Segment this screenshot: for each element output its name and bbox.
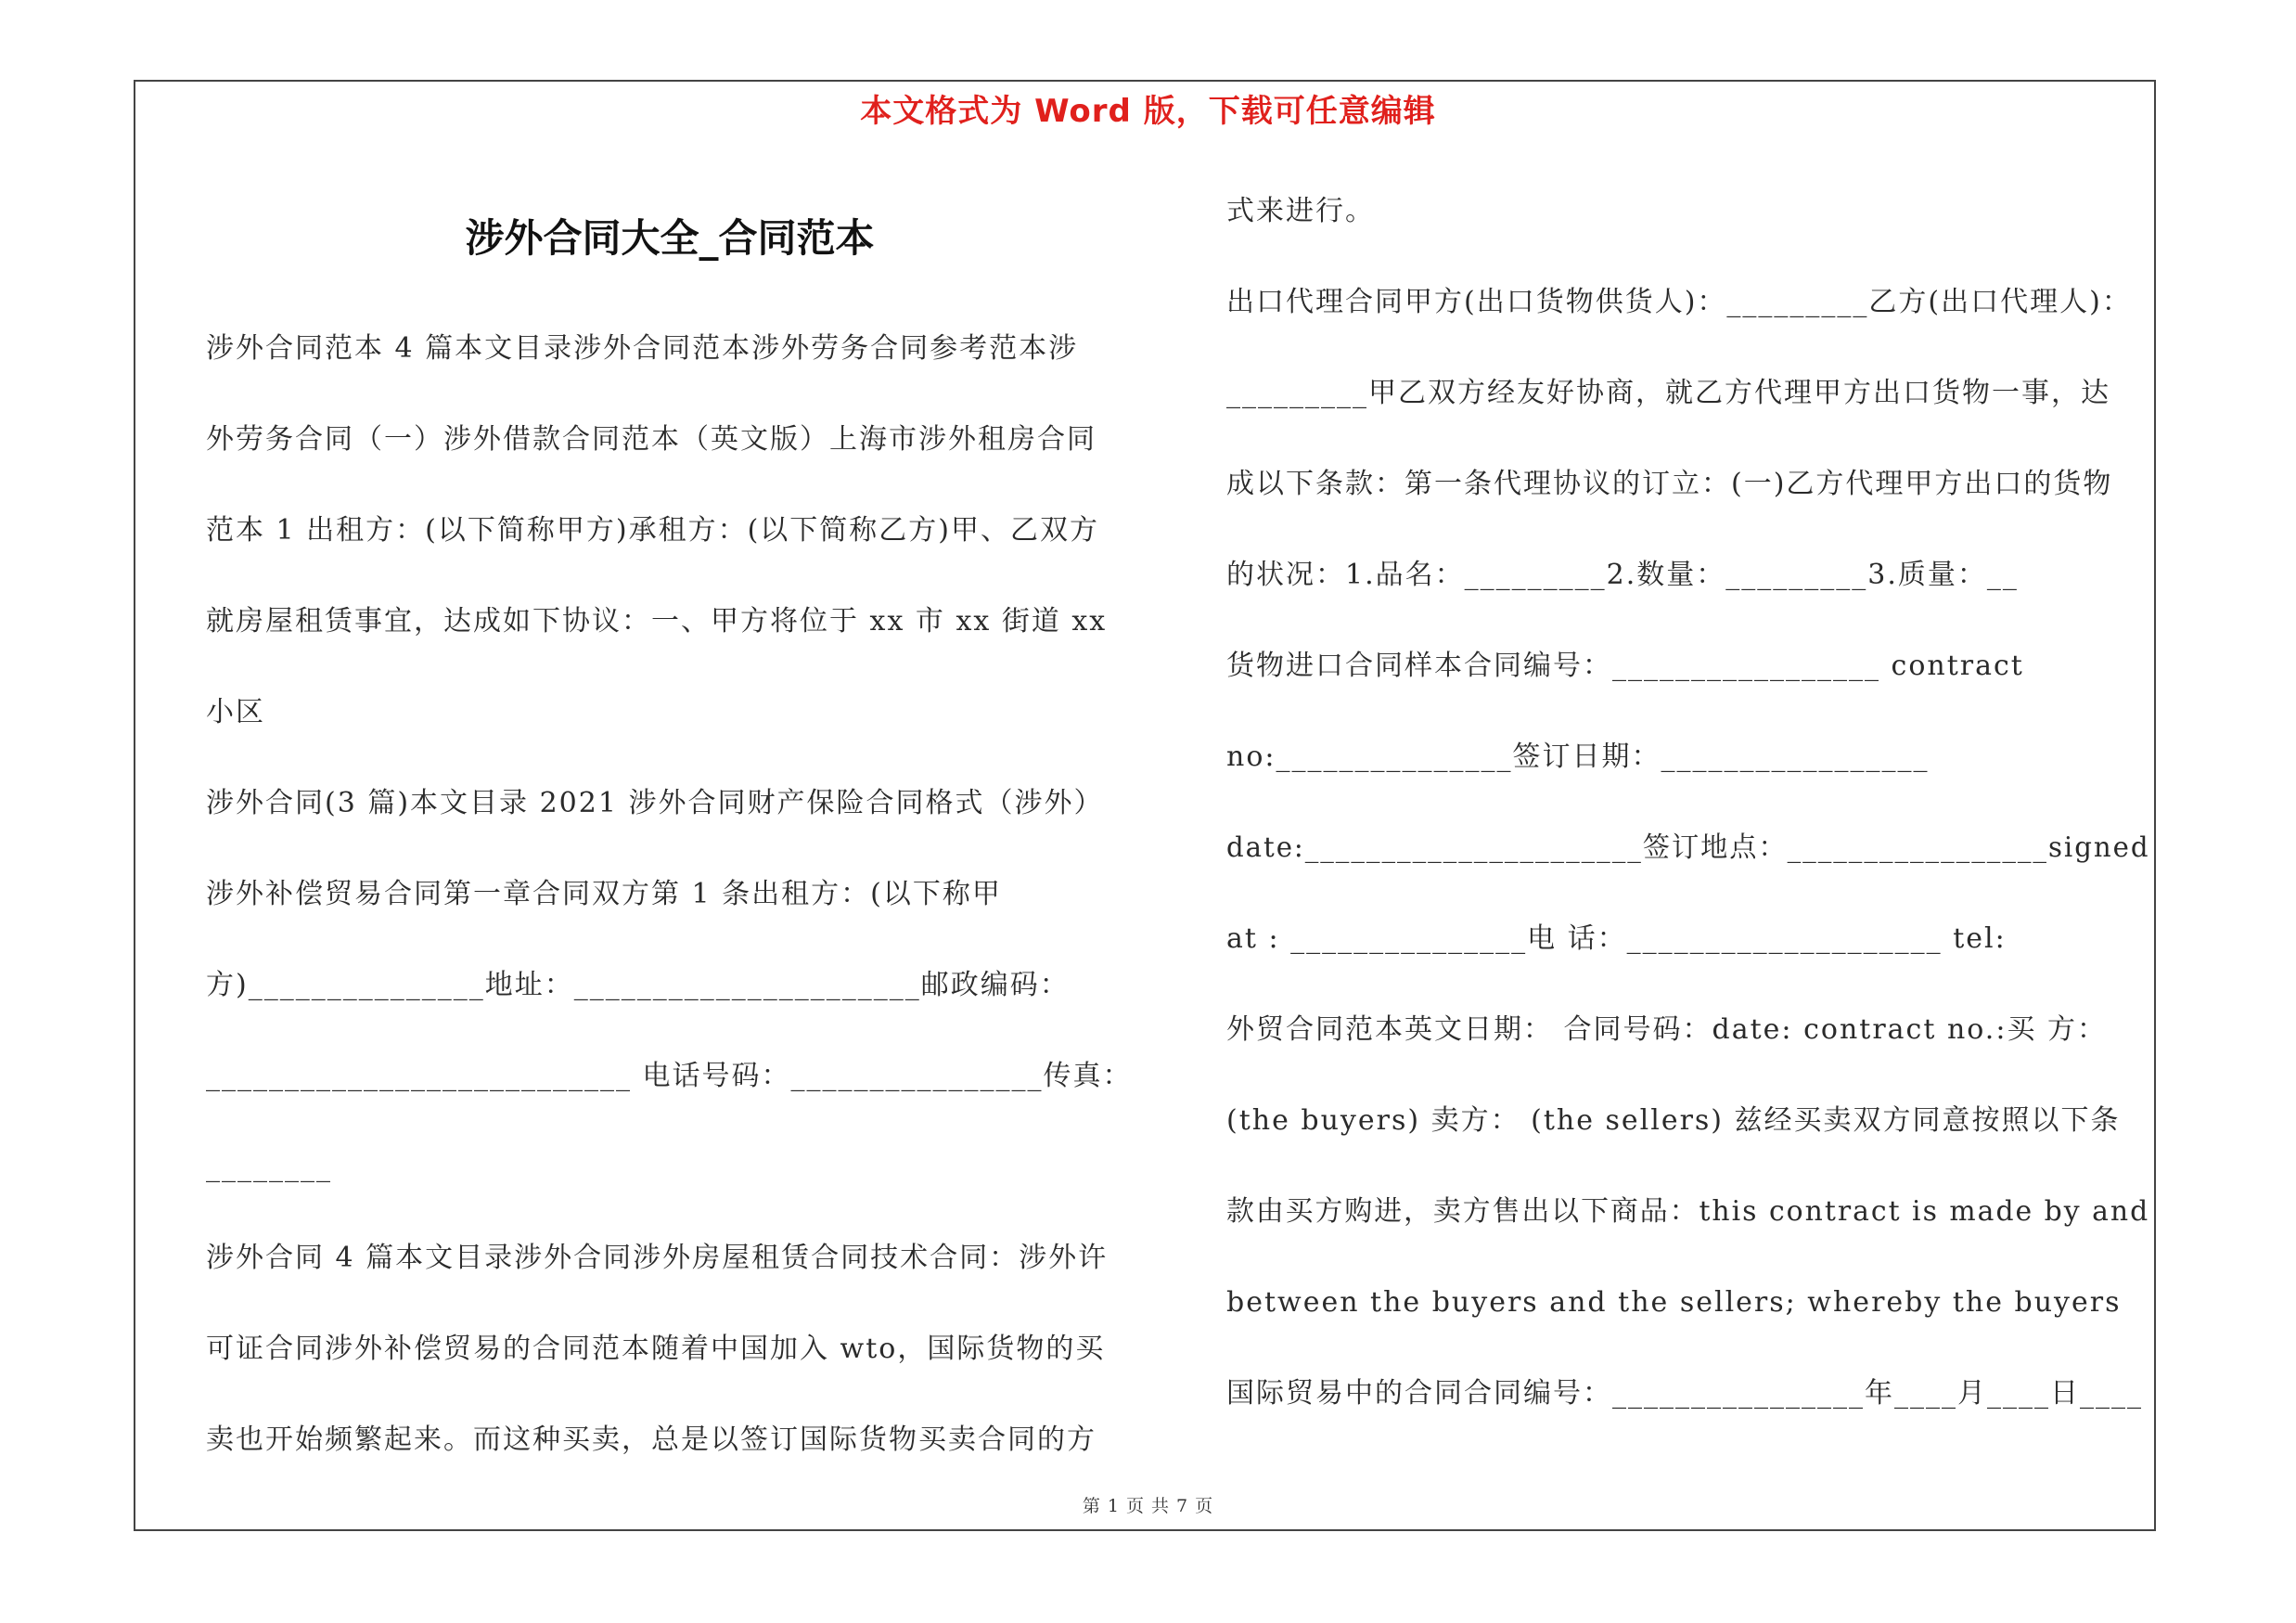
text-line: 外劳务合同（一）涉外借款合同范本（英文版）上海市涉外租房合同 xyxy=(206,423,1097,456)
text-line: 涉外合同(3 篇)本文目录 2021 涉外合同财产保险合同格式（涉外） xyxy=(206,787,1104,819)
text-line: 出口代理合同甲方(出口货物供货人)：_________乙方(出口代理人)： xyxy=(1226,286,2132,318)
text-line: no:_______________签订日期：_________________ xyxy=(1226,741,1930,773)
page-number-footer: 第 1 页 共 7 页 xyxy=(1082,1496,1214,1516)
text-line: 涉外合同范本 4 篇本文目录涉外合同范本涉外劳务合同参考范本涉 xyxy=(206,332,1079,365)
text-line: at : _______________电 话：____________________ tel: xyxy=(1226,922,2007,955)
text-line: 国际贸易中的合同合同编号：________________年____月____日____ xyxy=(1226,1377,2143,1410)
text-line: (the buyers) 卖方： (the sellers) 兹经买卖双方同意按照以下条 xyxy=(1226,1104,2121,1137)
text-line: 可证合同涉外补偿贸易的合同范本随着中国加入 wto，国际货物的买 xyxy=(206,1333,1106,1365)
text-line: 外贸合同范本英文日期： 合同号码：date: contract no.:买 方： xyxy=(1226,1013,2107,1046)
text-line: 货物进口合同样本合同编号：_________________ contract xyxy=(1226,650,2024,682)
text-line: 范本 1 出租方：(以下简称甲方)承租方：(以下简称乙方)甲、乙双方 xyxy=(206,514,1099,547)
text-line: 小区 xyxy=(206,696,265,728)
text-line: between the buyers and the sellers; whereby the buyers xyxy=(1226,1286,2122,1319)
text-line: 的状况：1.品名：_________2.数量：_________3.质量：__ xyxy=(1226,559,2019,591)
text-line: 款由买方购进，卖方售出以下商品：this contract is made by and xyxy=(1226,1195,2150,1228)
text-line: ________ xyxy=(206,1151,332,1183)
text-line: date:______________________签订地点：_________________signed xyxy=(1226,831,2150,864)
text-line: 卖也开始频繁起来。而这种买卖，总是以签订国际货物买卖合同的方 xyxy=(206,1423,1097,1456)
text-line: 成以下条款：第一条代理协议的订立：(一)乙方代理甲方出口的货物 xyxy=(1226,468,2113,500)
text-line: _________甲乙双方经友好协商，就乙方代理甲方出口货物一事，达 xyxy=(1226,377,2110,409)
text-line: 涉外合同 4 篇本文目录涉外合同涉外房屋租赁合同技术合同：涉外许 xyxy=(206,1242,1109,1274)
text-line: 就房屋租赁事宜，达成如下协议：一、甲方将位于 xx 市 xx 街道 xx xyxy=(206,605,1108,638)
text-line: 涉外补偿贸易合同第一章合同双方第 1 条出租方：(以下称甲 xyxy=(206,878,1002,910)
text-line: ___________________________ 电话号码：________________传真： xyxy=(206,1060,1133,1092)
document-title: 涉外合同大全_合同范本 xyxy=(465,215,875,261)
text-line: 式来进行。 xyxy=(1226,195,1375,227)
text-line: 方)_______________地址：______________________邮政编码： xyxy=(206,969,1070,1001)
format-banner: 本文格式为 Word 版，下载可任意编辑 xyxy=(860,93,1436,130)
